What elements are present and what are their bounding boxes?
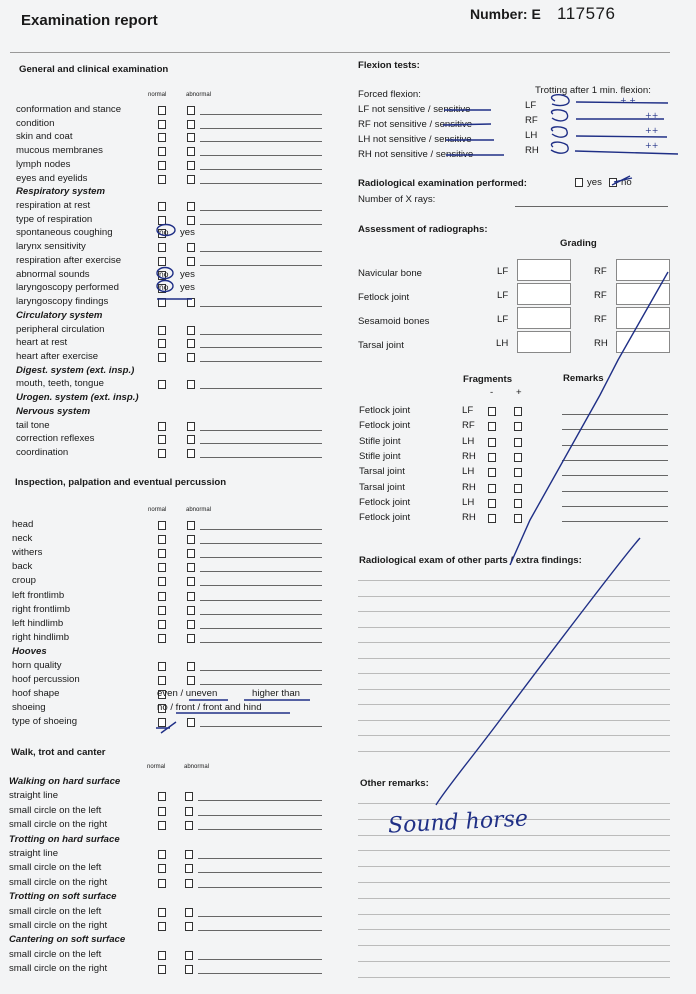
assessment-limb-left: LF xyxy=(497,314,509,325)
flexion-limb-label: LH xyxy=(525,130,538,141)
general-item-label: Urogen. system (ext. insp.) xyxy=(16,392,139,404)
general-item-label: type of respiration xyxy=(16,213,93,225)
walk-item-label: small circle on the left xyxy=(9,948,102,960)
fragment-limb: RF xyxy=(462,420,475,432)
general-item-label: mucous membranes xyxy=(16,145,103,157)
other-remarks-heading: Other remarks: xyxy=(360,778,429,789)
fragment-joint: Tarsal joint xyxy=(359,466,405,478)
general-item-label: Digest. system (ext. insp.) xyxy=(16,364,135,376)
no-circle-laryngoscopy xyxy=(157,281,173,292)
walk-item-label: straight line xyxy=(9,848,59,859)
general-item-label: coordination xyxy=(16,447,69,458)
inspection-item-options: no / front / front and hind xyxy=(157,702,262,714)
fragment-joint: Fetlock joint xyxy=(359,512,411,524)
report-title: Examination report xyxy=(21,12,158,29)
flexion-circle-lf xyxy=(552,95,570,106)
inspection-item-label: left hindlimb xyxy=(12,617,64,629)
flexion-circle-lh xyxy=(551,127,567,137)
fragments-heading: Fragments xyxy=(463,374,513,385)
flexion-row-struck: sensitive xyxy=(434,119,473,130)
flexion-limb-label: RH xyxy=(525,145,539,156)
report-number-value: 117576 xyxy=(557,4,616,23)
other-parts-crossout xyxy=(436,538,640,805)
inspection-item-label: neck xyxy=(12,533,33,545)
flexion-circle-rf xyxy=(551,110,567,121)
inspection-col-abnormal: abnormal xyxy=(186,507,212,513)
general-item-alt-yes: yes xyxy=(180,268,195,280)
inspection-item-label: right hindlimb xyxy=(12,631,70,643)
fragments-plus: + xyxy=(516,387,522,398)
general-item-label: laryngoscopy findings xyxy=(16,296,109,308)
general-item-label: conformation and stance xyxy=(16,104,122,115)
fragment-limb: RH xyxy=(462,512,476,524)
fragment-limb: LH xyxy=(462,435,475,447)
fragment-limb: LH xyxy=(462,496,475,508)
general-item-label: Respiratory system xyxy=(16,186,106,198)
walk-heading: Walk, trot and canter xyxy=(11,747,106,758)
inspection-item-label: Hooves xyxy=(12,645,47,657)
flexion-limb-label: LF xyxy=(525,100,537,111)
fragment-limb: RH xyxy=(462,481,476,493)
assessment-heading: Assessment of radiographs: xyxy=(358,224,488,235)
general-item-label: peripheral circulation xyxy=(16,323,105,335)
general-item-label: correction reflexes xyxy=(16,433,95,445)
general-item-alt-yes: yes xyxy=(180,282,195,294)
inspection-col-normal: normal xyxy=(148,507,167,513)
general-item-circled-no: no xyxy=(159,268,169,279)
general-item-label: skin and coat xyxy=(16,131,73,143)
fragment-joint: Fetlock joint xyxy=(359,405,411,416)
flexion-circle-rh xyxy=(551,142,568,153)
assessment-limb-left: LF xyxy=(497,290,509,301)
assessment-limb-left: LH xyxy=(496,338,509,349)
radiology-no-label: no xyxy=(621,177,632,188)
fragments-minus: - xyxy=(490,387,494,398)
inspection-item-label: shoeing xyxy=(12,702,46,714)
flexion-row-text: RH not sensitive / xyxy=(358,149,436,160)
general-heading: General and clinical examination xyxy=(19,64,169,75)
fragment-limb: LF xyxy=(462,405,474,416)
radiology-yes-label: yes xyxy=(587,177,602,188)
walk-item-label: small circle on the right xyxy=(9,963,108,975)
flexion-row-struck: sensitive xyxy=(435,149,474,160)
assessment-limb-right: RF xyxy=(594,290,607,301)
report-number-label: Number: E xyxy=(470,6,541,22)
fragment-limb: RH xyxy=(462,450,476,462)
walk-item-label: small circle on the left xyxy=(9,905,102,917)
flexion-trot-marks: ++ xyxy=(645,141,659,150)
assessment-limb-right: RH xyxy=(594,338,608,349)
no-circle-coughing xyxy=(157,225,175,236)
flexion-row-struck: sensitive xyxy=(434,134,472,145)
fragment-joint: Stifle joint xyxy=(359,450,401,462)
other-parts-heading: Radiological exam of other parts / extra findings: xyxy=(359,555,582,566)
general-item-label: larynx sensitivity xyxy=(16,241,86,253)
inspection-item-options: even / uneven xyxy=(157,688,218,700)
flexion-trot-marks: ++ xyxy=(645,111,659,120)
inspection-item-label: hoof shape xyxy=(12,688,60,700)
fragment-joint: Fetlock joint xyxy=(359,496,411,508)
walk-col-normal: normal xyxy=(147,764,166,770)
flexion-trot-marks: ++ xyxy=(645,126,659,135)
assessment-limb-right: RF xyxy=(594,266,607,277)
general-item-circled-no: no xyxy=(159,227,169,238)
flexion-heading: Flexion tests: xyxy=(358,60,420,71)
walk-item-label: small circle on the right xyxy=(9,876,108,888)
walk-item-label: Trotting on soft surface xyxy=(9,891,117,903)
walk-item-label: Cantering on soft surface xyxy=(9,934,126,946)
fragment-limb: LH xyxy=(462,466,475,478)
walk-item-label: small circle on the left xyxy=(9,862,102,874)
flexion-line-lf xyxy=(576,102,668,103)
flexion-row-text: LF not sensitive / xyxy=(358,104,434,115)
assessment-limb-right: RF xyxy=(594,314,607,325)
general-item-label: eyes and eyelids xyxy=(16,172,88,184)
inspection-item-label: back xyxy=(12,561,33,573)
forced-flexion-label: Forced flexion: xyxy=(358,89,421,100)
walk-item-label: small circle on the right xyxy=(9,920,108,931)
inspection-item-label: withers xyxy=(12,547,43,559)
assessment-label: Fetlock joint xyxy=(358,292,410,303)
flexion-line-rh xyxy=(575,151,678,154)
general-item-label: heart at rest xyxy=(16,337,68,349)
general-item-label: laryngoscopy performed xyxy=(16,282,119,294)
walk-col-abnormal: abnormal xyxy=(184,764,210,770)
inspection-item-label: right frontlimb xyxy=(12,603,71,615)
general-item-label: tail tone xyxy=(16,419,50,431)
general-item-label: respiration at rest xyxy=(16,200,91,212)
assessment-label: Navicular bone xyxy=(358,268,422,279)
inspection-item-label: hoof percussion xyxy=(12,674,80,686)
xrays-label: Number of X rays: xyxy=(358,194,436,205)
assessment-label: Tarsal joint xyxy=(358,340,404,351)
flexion-row-struck: sensitive xyxy=(433,104,471,115)
inspection-item-label: horn quality xyxy=(12,660,62,671)
general-item-label: Circulatory system xyxy=(16,309,103,321)
radiology-no-mark xyxy=(612,176,632,185)
general-item-label: heart after exercise xyxy=(16,350,99,362)
general-col-abnormal: abnormal xyxy=(186,92,212,98)
general-item-circled-no: no xyxy=(159,282,169,293)
general-item-label: mouth, teeth, tongue xyxy=(16,378,105,390)
flexion-trot-marks: + + xyxy=(620,96,636,105)
inspection-item-label: left frontlimb xyxy=(12,589,65,601)
radiology-performed-label: Radiological examination performed: xyxy=(358,178,527,189)
grading-heading: Grading xyxy=(560,238,597,249)
inspection-heading: Inspection, palpation and eventual percussion xyxy=(15,477,227,488)
assessment-limb-left: LF xyxy=(497,266,509,277)
walk-item-label: Walking on hard surface xyxy=(9,776,121,787)
type-of-shoeing-mark xyxy=(156,722,176,733)
trotting-after-label: Trotting after 1 min. flexion: xyxy=(535,85,651,96)
general-item-label: spontaneous coughing xyxy=(16,227,113,239)
general-item-label: Nervous system xyxy=(16,405,91,417)
flexion-row-text: LH not sensitive / xyxy=(358,134,435,145)
no-circle-abnormal-sounds xyxy=(157,268,173,279)
assessment-label: Sesamoid bones xyxy=(358,316,430,327)
fragment-joint: Fetlock joint xyxy=(359,420,411,432)
inspection-item-label: head xyxy=(12,519,34,530)
walk-item-label: Trotting on hard surface xyxy=(9,833,120,845)
general-col-normal: normal xyxy=(148,92,167,98)
walk-item-label: small circle on the right xyxy=(9,819,108,831)
general-item-label: lymph nodes xyxy=(16,158,71,170)
grading-crossout xyxy=(510,272,668,565)
general-item-label: respiration after exercise xyxy=(16,254,122,266)
fragment-joint: Tarsal joint xyxy=(359,481,405,493)
remarks-heading: Remarks xyxy=(563,373,604,384)
flexion-row-text: RF not sensitive / xyxy=(358,119,435,130)
walk-item-label: straight line xyxy=(9,790,59,802)
inspection-item-label: croup xyxy=(12,575,36,587)
general-item-label: abnormal sounds xyxy=(16,268,90,280)
general-item-label: condition xyxy=(16,117,55,129)
flexion-limb-label: RF xyxy=(525,115,538,126)
walk-item-label: small circle on the left xyxy=(9,804,102,816)
fragment-joint: Stifle joint xyxy=(359,435,401,447)
handwritten-remark: Sound horse xyxy=(387,806,529,839)
general-item-alt-yes: yes xyxy=(180,227,195,239)
strike-rf xyxy=(443,124,491,125)
flexion-line-lh xyxy=(576,136,667,137)
inspection-item-label: type of shoeing xyxy=(12,716,78,728)
inspection-item-extra: higher than xyxy=(252,688,301,700)
